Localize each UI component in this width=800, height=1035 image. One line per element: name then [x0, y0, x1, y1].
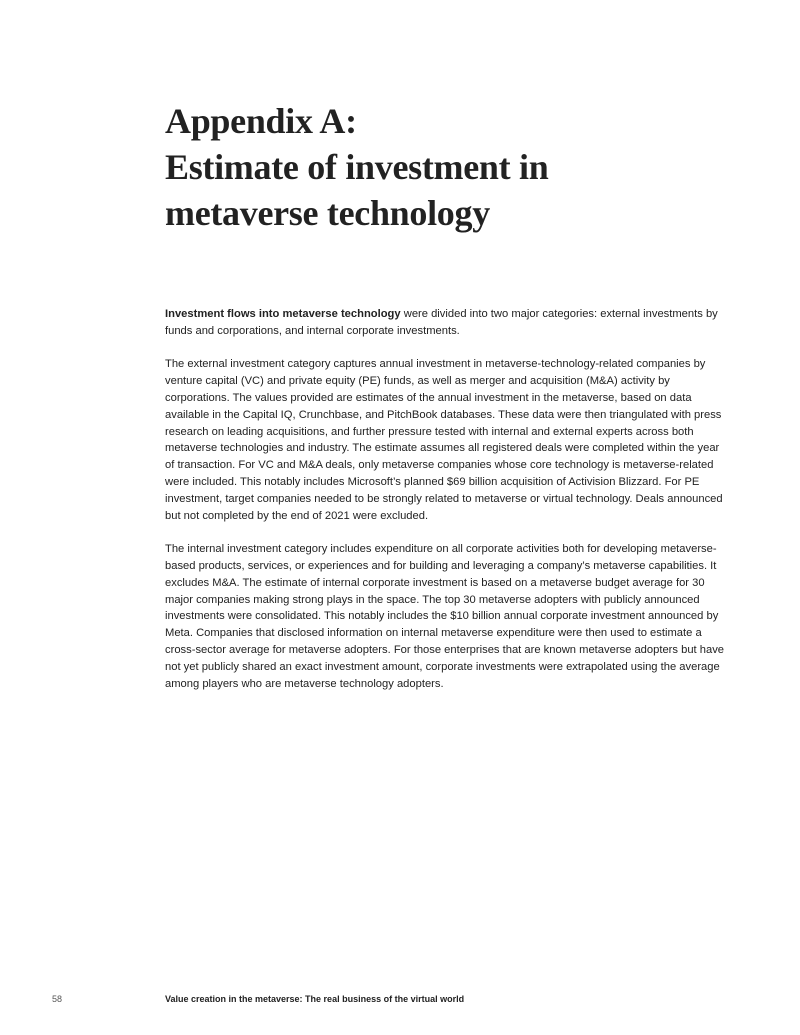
title-line-1: Appendix A: [165, 101, 357, 141]
paragraph-1 [165, 306, 725, 340]
paragraph-lead: Investment flows into metaverse technology [165, 308, 401, 320]
paragraph-2: The external investment category captures annual investment in metaverse-technology-related companies by venture capital (VC) and private equity (PE) funds, as well as merger and acquisition (M&A) activity by corporations. The values provided are estimates of the annual investment in the metaverse, based on data available in the Capital IQ, Crunchbase, and PitchBook databases. These data were then triangulated with press research on leading acquisitions, and further pressure tested with internal and external experts across both metaverse technologies and industry. The estimate assumes all registered deals were completed within the year of transaction. For VC and M&A deals, only metaverse companies whose core technology is metaverse-related were included. This notably includes Microsoft’s planned $69 billion acquisition of Activision Blizzard. For PE investment, target companies needed to be strongly related to metaverse or virtual technology. Deals announced but not completed by the end of 2021 were excluded. [165, 358, 723, 522]
title-line-2: Estimate of investment in [165, 147, 549, 187]
body-text [165, 306, 725, 709]
title-line-3: metaverse technology [165, 193, 490, 233]
page-number: 58 [52, 994, 63, 1004]
paragraph-3: The internal investment category includes expenditure on all corporate activities both for developing metaverse-based products, services, or experiences and for building and leveraging a company’s metaverse capabilities. It excludes M&A. The estimate of internal corporate investment is based on a metaverse budget average for 30 major companies making strong plays in the space. The top 30 metaverse adopters with publicly announced investments were consolidated. This notably includes the $10 billion annual corporate investment announced by Meta. Companies that disclosed information on internal metaverse expenditure were then used to estimate a cross-sector average for metaverse adopters. For those enterprises that are known metaverse adopters but have not yet publicly shared an exact investment amount, corporate investments were extrapolated using the average among players who are metaverse technology adopters. [165, 543, 725, 690]
footer-report-title: Value creation in the metaverse: The real business of the virtual world [165, 994, 465, 1004]
paragraph-1-text: were divided into two major categories: external investments by funds and corporations, and internal corporate investments. [165, 308, 718, 337]
page-title [165, 98, 725, 236]
